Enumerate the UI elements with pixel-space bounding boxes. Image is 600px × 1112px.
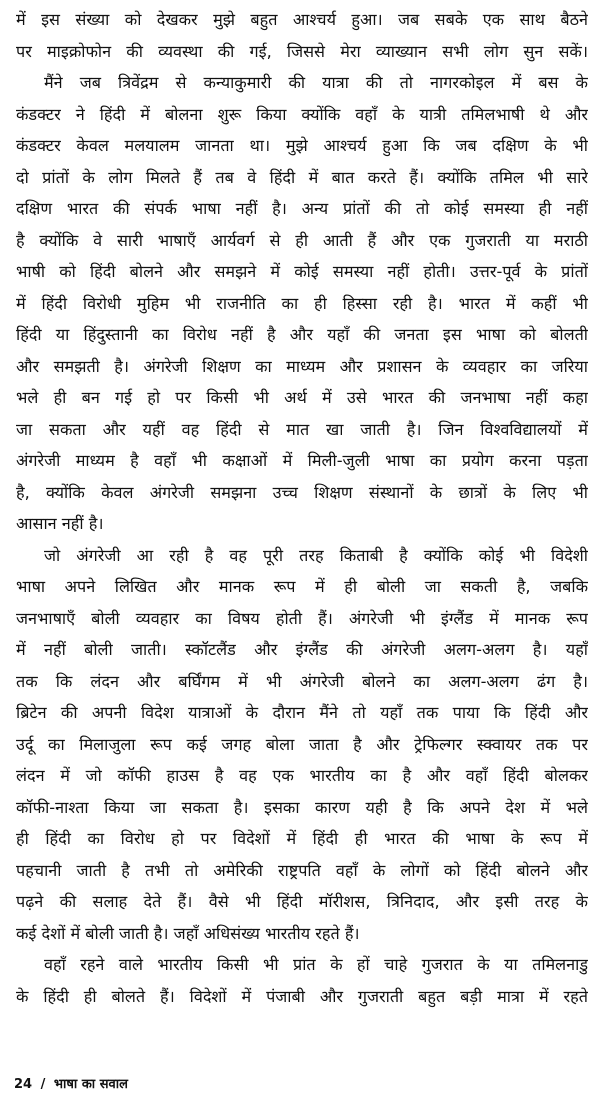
text-line: तक कि लंदन और बर्घिंगम में भी अंगरेजी बोलने का अलग-अलग ढंग है। xyxy=(16,671,588,691)
text-line: में नहीं बोली जाती। स्कॉटलैंड और इंग्लैंड की अंगरेजी अलग-अलग है। यहाँ xyxy=(16,640,588,659)
text-line: में इस संख्या को देखकर मुझे बहुत आश्चर्य हुआ। जब सबके एक साथ बैठने xyxy=(16,10,588,29)
text-line: जा सकता और यहीं वह हिंदी से मात खा जाती है। जिन विश्वविद्यालयों में xyxy=(16,419,588,439)
text-line: कंडक्टर ने हिंदी में बोलना शुरू किया क्योंकि वहाँ के यात्री तमिलभाषी थे और xyxy=(16,104,588,124)
text-line: कंडक्टर केवल मलयालम जानता था। मुझे आश्चर्य हुआ कि जब दक्षिण के भी xyxy=(16,136,588,155)
text-line: उर्दू का मिलाजुला रूप कई जगह बोला जाता है और ट्रेफिल्गर स्क्वायर तक पर xyxy=(16,734,588,754)
footer-separator: / xyxy=(40,1077,46,1092)
text-line: पहचानी जाती है तभी तो अमेरिकी राष्ट्रपति वहाँ के लोगों को हिंदी बोलने और xyxy=(16,860,588,880)
text-line: जो अंगरेजी आ रही है वह पूरी तरह किताबी है क्योंकि कोई भी विदेशी xyxy=(44,545,588,565)
text-line: के हिंदी ही बोलते हैं। विदेशों में पंजाबी और गुजराती बहुत बड़ी मात्रा में रहते xyxy=(16,986,588,1006)
text-line: अंगरेजी माध्यम है वहाँ भी कक्षाओं में मिली-जुली भाषा का प्रयोग करना पड़ता xyxy=(16,451,588,470)
text-line: दो प्रांतों के लोग मिलते हैं तब वे हिंदी में बात करते हैं। क्योंकि तमिल भी सारे xyxy=(16,167,588,187)
text-line: आसान नहीं है। xyxy=(16,514,104,533)
page-number: 24 xyxy=(14,1077,33,1092)
text-line: और समझती है। अंगरेजी शिक्षण का माध्यम और प्रशासन के व्यवहार का जरिया xyxy=(16,356,588,376)
book-title: भाषा का सवाल xyxy=(53,1077,128,1092)
text-line: पर माइक्रोफोन की व्यवस्था की गई, जिससे मेरा व्याख्यान सभी लोग सुन सकें। xyxy=(16,41,588,61)
text-line: लंदन में जो कॉफी हाउस है वह एक भारतीय का है और वहाँ हिंदी बोलकर xyxy=(16,766,588,785)
text-line: भले ही बन गई हो पर किसी भी अर्थ में उसे भारत की जनभाषा नहीं कहा xyxy=(16,388,588,407)
text-line: कॉफी-नाश्ता किया जा सकता है। इसका कारण यही है कि अपने देश में भले xyxy=(16,797,588,817)
text-line: वहाँ रहने वाले भारतीय किसी भी प्रांत के हों चाहे गुजरात के या तमिलनाडु xyxy=(44,955,588,974)
text-line: ब्रिटेन की अपनी विदेश यात्राओं के दौरान मैंने तो यहाँ तक पाया कि हिंदी और xyxy=(16,703,588,722)
text-line: दक्षिण भारत की संपर्क भाषा नहीं है। अन्य प्रांतों की तो कोई समस्या ही नहीं xyxy=(16,199,588,218)
text-line: भाषा अपने लिखित और मानक रूप में ही बोली जा सकती है, जबकि xyxy=(16,577,588,596)
text-line: भाषी को हिंदी बोलने और समझने में कोई समस्या नहीं होती। उत्तर-पूर्व के प्रांतों xyxy=(16,262,588,281)
text-line: जनभाषाएँ बोली व्यवहार का विषय होती हैं। अंगरेजी भी इंग्लैंड में मानक रूप xyxy=(16,608,588,628)
text-line: पढ़ने की सलाह देते हैं। वैसे भी हिंदी मॉरीशस, त्रिनिदाद, और इसी तरह के xyxy=(16,892,588,911)
page-footer xyxy=(14,1076,128,1094)
text-line: कई देशों में बोली जाती है। जहाँ अधिसंख्य भारतीय रहते हैं। xyxy=(16,923,360,943)
text-line: मैंने जब त्रिवेंद्रम से कन्याकुमारी की यात्रा की तो नागरकोइल में बस के xyxy=(44,73,588,92)
text-line: हिंदी या हिंदुस्तानी का विरोध नहीं है और यहाँ की जनता इस भाषा को बोलती xyxy=(16,325,588,344)
text-line: ही हिंदी का विरोध हो पर विदेशों में हिंदी ही भारत की भाषा के रूप में xyxy=(16,829,588,848)
body-text xyxy=(16,4,588,1012)
text-line: में हिंदी विरोधी मुहिम भी राजनीति का ही हिस्सा रही है। भारत में कहीं भी xyxy=(16,293,588,313)
text-line: है क्योंकि वे सारी भाषाएँ आर्यवर्ग से ही आती हैं और एक गुजराती या मराठी xyxy=(16,230,588,250)
text-line: है, क्योंकि केवल अंगरेजी समझना उच्च शिक्षण संस्थानों के छात्रों के लिए भी xyxy=(16,482,588,502)
